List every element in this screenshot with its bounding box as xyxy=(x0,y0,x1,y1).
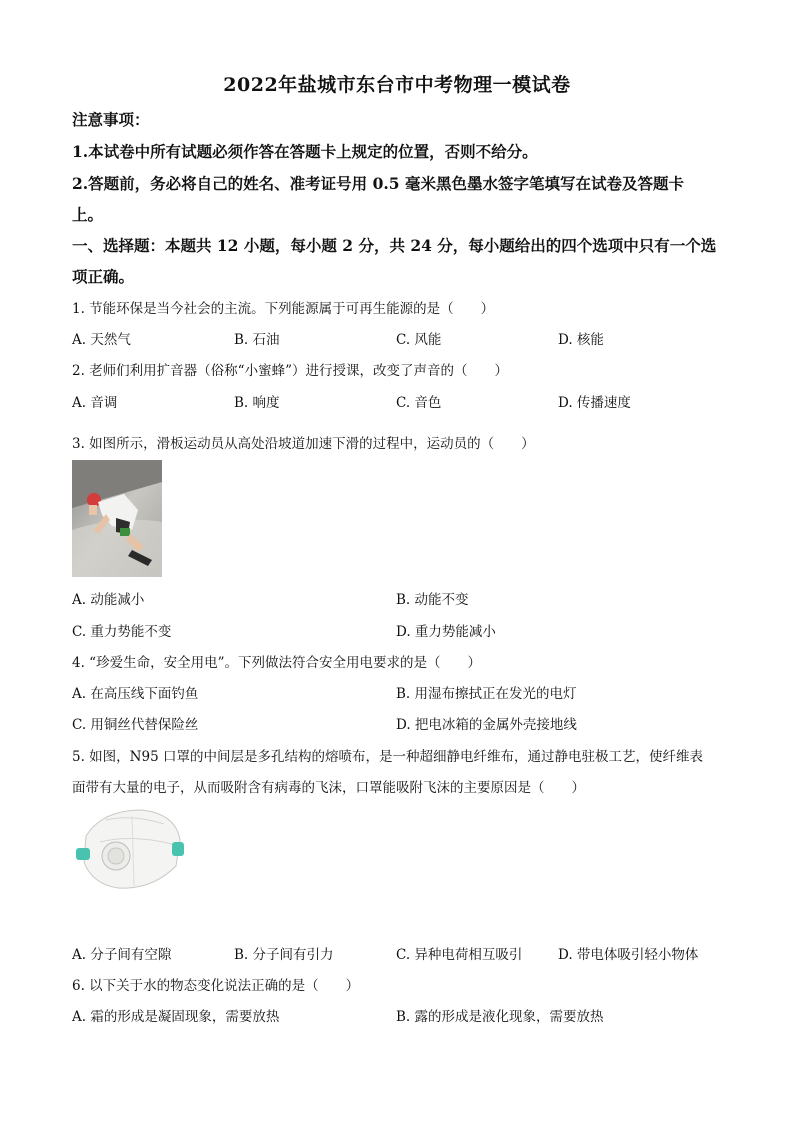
question-3-option-c[interactable]: C. 重力势能不变 xyxy=(72,624,172,640)
question-5-stem-line-1: 5. 如图，N95 口罩的中间层是多孔结构的熔喷布，是一种超细静电纤维布，通过静电驻极工艺，使纤维表 xyxy=(72,749,703,765)
question-2-option-d[interactable]: D. 传播速度 xyxy=(558,395,631,411)
question-1-option-b[interactable]: B. 石油 xyxy=(234,332,280,348)
question-1-stem: 1. 节能环保是当今社会的主流。下列能源属于可再生能源的是（ ） xyxy=(72,301,495,317)
question-5-stem-line-2: 面带有大量的电子，从而吸附含有病毒的飞沫，口罩能吸附飞沫的主要原因是（ ） xyxy=(72,780,585,796)
question-3-option-d[interactable]: D. 重力势能减小 xyxy=(396,624,496,640)
question-2-stem: 2. 老师们利用扩音器（俗称“小蜜蜂”）进行授课，改变了声音的（ ） xyxy=(72,363,508,379)
question-5-option-b[interactable]: B. 分子间有引力 xyxy=(234,947,334,963)
skateboarder-photo xyxy=(72,460,162,577)
notice-item-2-line-2: 上。 xyxy=(72,205,104,224)
question-3-option-a[interactable]: A. 动能减小 xyxy=(72,592,145,608)
page-title: 2022年盐城市东台市中考物理一模试卷 xyxy=(223,74,571,96)
skateboarder-illustration xyxy=(72,460,162,577)
question-5-option-c[interactable]: C. 异种电荷相互吸引 xyxy=(396,947,523,963)
question-4-option-b[interactable]: B. 用湿布擦拭正在发光的电灯 xyxy=(396,686,577,702)
question-4-option-d[interactable]: D. 把电冰箱的金属外壳接地线 xyxy=(396,717,577,733)
question-2-option-c[interactable]: C. 音色 xyxy=(396,395,442,411)
question-5-option-a[interactable]: A. 分子间有空隙 xyxy=(72,947,172,963)
question-3-stem: 3. 如图所示，滑板运动员从高处沿坡道加速下滑的过程中，运动员的（ ） xyxy=(72,436,535,452)
notice-item-1: 1.本试卷中所有试题必须作答在答题卡上规定的位置，否则不给分。 xyxy=(72,142,538,161)
question-5-option-d[interactable]: D. 带电体吸引轻小物体 xyxy=(558,947,699,963)
question-1-option-c[interactable]: C. 风能 xyxy=(396,332,442,348)
question-4-option-c[interactable]: C. 用铜丝代替保险丝 xyxy=(72,717,199,733)
question-6-option-b[interactable]: B. 露的形成是液化现象，需要放热 xyxy=(396,1009,604,1025)
question-1-option-a[interactable]: A. 天然气 xyxy=(72,332,131,348)
notice-item-2-line-1: 2.答题前，务必将自己的姓名、准考证号用 0.5 毫米黑色墨水签字笔填写在试卷及答题卡 xyxy=(72,174,684,193)
question-2-option-b[interactable]: B. 响度 xyxy=(234,395,280,411)
question-6-stem: 6. 以下关于水的物态变化说法正确的是（ ） xyxy=(72,978,360,994)
question-3-option-b[interactable]: B. 动能不变 xyxy=(396,592,469,608)
question-1-option-d[interactable]: D. 核能 xyxy=(558,332,604,348)
question-4-option-a[interactable]: A. 在高压线下面钓鱼 xyxy=(72,686,199,702)
n95-mask-illustration xyxy=(72,806,192,894)
question-4-stem: 4. “珍爱生命，安全用电”。下列做法符合安全用电要求的是（ ） xyxy=(72,655,481,671)
question-6-option-a[interactable]: A. 霜的形成是凝固现象，需要放热 xyxy=(72,1009,280,1025)
n95-mask-image xyxy=(72,806,192,894)
notice-heading: 注意事项： xyxy=(72,110,150,129)
question-2-option-a[interactable]: A. 音调 xyxy=(72,395,118,411)
section-heading-line-1: 一、选择题：本题共 12 小题，每小题 2 分，共 24 分，每小题给出的四个选项中只有一个选 xyxy=(72,236,717,255)
section-heading-line-2: 项正确。 xyxy=(72,267,135,286)
